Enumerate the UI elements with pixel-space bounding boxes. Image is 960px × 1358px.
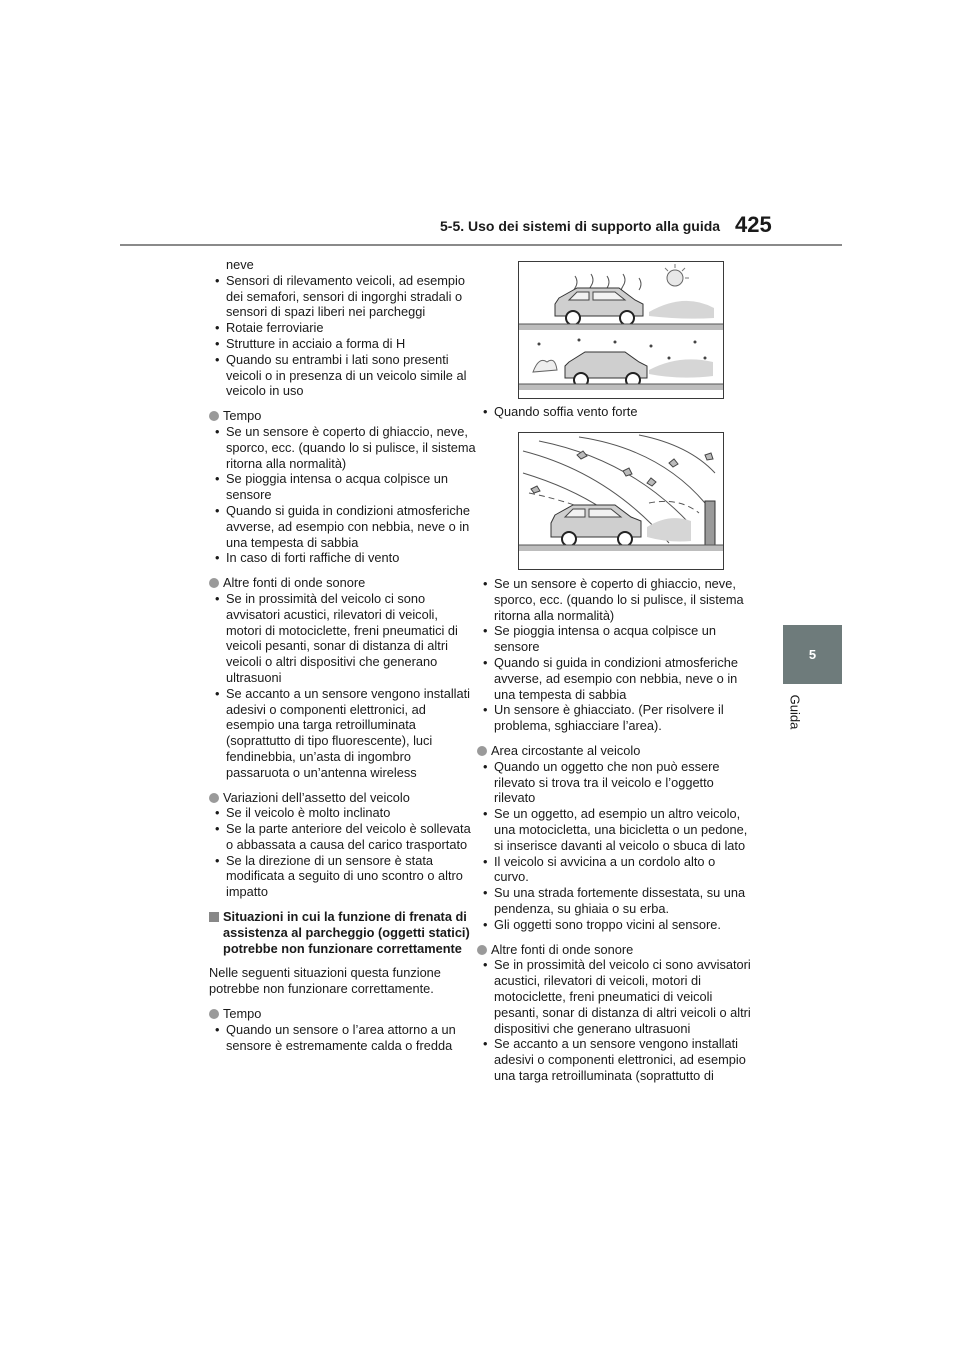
- left-column: [209, 257, 477, 1053]
- bullet-dot-icon: [209, 793, 219, 803]
- list-item-text: Quando si guida in condizioni atmosferiche avverse, ad esempio con nebbia, neve o in una tempesta di sabbia: [494, 654, 738, 702]
- list-item: [209, 1022, 477, 1054]
- bullet-mark: •: [483, 957, 488, 973]
- section-title: 5-5. Uso dei sistemi di supporto alla guida: [440, 218, 721, 234]
- bullet-mark: •: [483, 1036, 488, 1052]
- list-item: [209, 320, 477, 336]
- list-item-text: Su una strada fortemente dissestata, su una pendenza, su ghiaia o su erba.: [494, 885, 746, 916]
- bullet-mark: •: [483, 702, 488, 718]
- square-bullet-icon: [209, 912, 219, 922]
- bullet-mark: •: [215, 351, 220, 367]
- page-number: 425: [735, 212, 772, 237]
- list-item: [209, 591, 477, 686]
- header-rule: [120, 244, 842, 246]
- list-item: [209, 686, 477, 781]
- list-item-text: Se in prossimità del veicolo ci sono avvisatori acustici, rilevatori di veicoli, motori di motociclette, freni pneumatici di veicoli pesanti, sonar di distanza di altri veicoli o altri dispositivi che generano ultrasuoni: [494, 957, 751, 1036]
- list-item: [209, 424, 477, 471]
- list-item: [209, 821, 477, 853]
- list-item-text: In caso di forti raffiche di vento: [226, 550, 400, 566]
- bullet-mark: •: [215, 550, 220, 566]
- list-item: [477, 885, 753, 917]
- list-item-text: Se in prossimità del veicolo ci sono avvisatori acustici, rilevatori di veicoli, motori di motociclette, freni pneumatici di veicoli pesanti, sonar di distanza di altri veicoli o altri dispositivi che generano ultrasuoni: [226, 590, 458, 685]
- bullet-dot-icon: [477, 945, 487, 955]
- bullet-list: [209, 273, 477, 399]
- bullet-mark: •: [215, 590, 220, 606]
- list-item: [209, 550, 477, 566]
- section-sound-sources-2: Altre fonti di onde sonore: [477, 942, 753, 958]
- list-item: • Quando soffia vento forte: [483, 404, 638, 419]
- list-item-text: Se un sensore è coperto di ghiaccio, neve, sporco, ecc. (quando lo si pulisce, il sistema ritorna alla normalità): [226, 423, 476, 471]
- section-weather: Tempo: [209, 408, 477, 424]
- bullet-mark: •: [215, 805, 220, 821]
- bullet-list: [209, 591, 477, 781]
- bullet-list: [209, 805, 477, 900]
- list-item-text: Un sensore è ghiacciato. (Per risolvere il problema, sghiacciare l’area).: [494, 702, 724, 734]
- list-item: [477, 854, 753, 886]
- bullet-dot-icon: [209, 411, 219, 421]
- chapter-label: Guida: [787, 694, 803, 730]
- bullet-mark: •: [215, 272, 220, 288]
- bullet-mark: •: [483, 806, 488, 822]
- illustration-bad-weather: [518, 261, 724, 399]
- section-surroundings: Area circostante al veicolo: [477, 743, 753, 759]
- chapter-tab[interactable]: 5: [783, 625, 842, 684]
- list-item: [477, 623, 753, 655]
- section-sound-sources: Altre fonti di onde sonore: [209, 575, 477, 591]
- list-item-text: Quando su entrambi i lati sono presenti veicoli o in presenza di un veicolo simile al veicolo in uso: [226, 351, 467, 399]
- bullet-mark: •: [483, 758, 488, 774]
- bullet-mark: •: [483, 916, 488, 932]
- list-item: [477, 1036, 753, 1083]
- bullet-mark: •: [215, 335, 220, 351]
- bullet-list: [209, 1022, 477, 1054]
- continued-text: neve: [226, 257, 254, 272]
- list-item-text: Sensori di rilevamento veicoli, ad esempio dei semafori, sensori di ingorghi stradali o sensori di spazi liberi nei parcheggi: [226, 272, 465, 320]
- list-item: [477, 917, 753, 933]
- list-item: [209, 336, 477, 352]
- bullet-mark: •: [483, 623, 488, 639]
- bullet-list: [477, 957, 753, 1083]
- intro-paragraph: Nelle seguenti situazioni questa funzione potrebbe non funzionare correttamente.: [209, 965, 441, 997]
- list-item: [477, 759, 753, 806]
- bullet-mark: •: [483, 853, 488, 869]
- bullet-mark: •: [483, 654, 488, 670]
- list-item-text: Se pioggia intensa o acqua colpisce un sensore: [226, 471, 448, 503]
- bullet-dot-icon: [477, 746, 487, 756]
- bullet-dot-icon: [209, 578, 219, 588]
- list-item: [209, 273, 477, 320]
- bullet-mark: •: [483, 885, 488, 901]
- list-item-text: Rotaie ferroviarie: [226, 320, 324, 336]
- list-item: [209, 805, 477, 821]
- bullet-mark: •: [483, 576, 488, 591]
- bullet-list: [477, 576, 753, 734]
- bullet-mark: •: [215, 423, 220, 439]
- bullet-mark: •: [215, 821, 220, 837]
- list-item: [477, 806, 753, 853]
- list-item-text: Quando un sensore o l’area attorno a un sensore è estremamente calda o fredda: [226, 1021, 456, 1053]
- bullet-mark: •: [215, 471, 220, 487]
- bullet-list: [477, 759, 753, 933]
- list-item: [477, 957, 753, 1036]
- list-item: [209, 503, 477, 550]
- bullet-mark: •: [215, 502, 220, 518]
- bullet-dot-icon: [209, 1009, 219, 1019]
- list-item: [477, 702, 753, 734]
- list-item: [477, 576, 753, 623]
- section-weather-2: Tempo: [209, 1006, 477, 1022]
- illustration-strong-wind: [518, 432, 724, 570]
- list-item-text: Se pioggia intensa o acqua colpisce un sensore: [494, 623, 716, 655]
- list-item-text: Se un oggetto, ad esempio un altro veicolo, una motocicletta, una bicicletta o un pedone, si inserisce davanti al veicolo o sbuca di lato: [494, 806, 748, 853]
- list-item-text: Se la parte anteriore del veicolo è sollevata o abbassata a causa del carico trasportato: [226, 821, 471, 852]
- list-item: [209, 471, 477, 503]
- bullet-mark: •: [215, 852, 220, 868]
- list-item: [209, 352, 477, 399]
- bullet-list: [209, 424, 477, 566]
- right-column: [477, 404, 753, 420]
- section-vehicle-attitude: Variazioni dell’assetto del veicolo: [209, 790, 477, 806]
- list-item-text: Quando si guida in condizioni atmosferiche avverse, ad esempio con nebbia, neve o in una tempesta di sabbia: [226, 502, 470, 550]
- list-item: [477, 655, 753, 702]
- list-item-text: Gli oggetti sono troppo vicini al sensore.: [494, 916, 721, 932]
- list-item-text: Quando un oggetto che non può essere rilevato si trova tra il veicolo e l’oggetto rilevato: [494, 758, 720, 806]
- list-item-text: Se il veicolo è molto inclinato: [226, 805, 391, 821]
- bullet-mark: •: [215, 320, 220, 336]
- list-item-text: Se un sensore è coperto di ghiaccio, neve, sporco, ecc. (quando lo si pulisce, il sistema ritorna alla normalità): [494, 576, 744, 623]
- list-item-text: Strutture in acciaio a forma di H: [226, 335, 406, 351]
- list-item-text: Il veicolo si avvicina a un cordolo alto o curvo.: [494, 853, 716, 885]
- list-item-text: Se la direzione di un sensore è stata modificata a seguito di uno scontro o altro impatto: [226, 852, 463, 900]
- right-column-lower: [477, 576, 753, 1084]
- bullet-mark: •: [215, 1021, 220, 1037]
- list-item: [209, 853, 477, 900]
- subsection-heading: Situazioni in cui la funzione di frenata di assistenza al parcheggio (oggetti statici) potrebbe non funzionare correttamente: [209, 909, 477, 956]
- list-item-text: Se accanto a un sensore vengono installati adesivi o componenti elettronici, ad esempio una targa retroilluminata (soprattutto di tipo fluorescente), luci fendinebbia, un’asta di ingombro passaruota o un’antenna wireless: [226, 685, 471, 780]
- bullet-mark: •: [215, 685, 220, 701]
- list-item-text: Se accanto a un sensore vengono installati adesivi o componenti elettronici, ad esempio una targa retroilluminata (soprattutto di: [494, 1036, 746, 1083]
